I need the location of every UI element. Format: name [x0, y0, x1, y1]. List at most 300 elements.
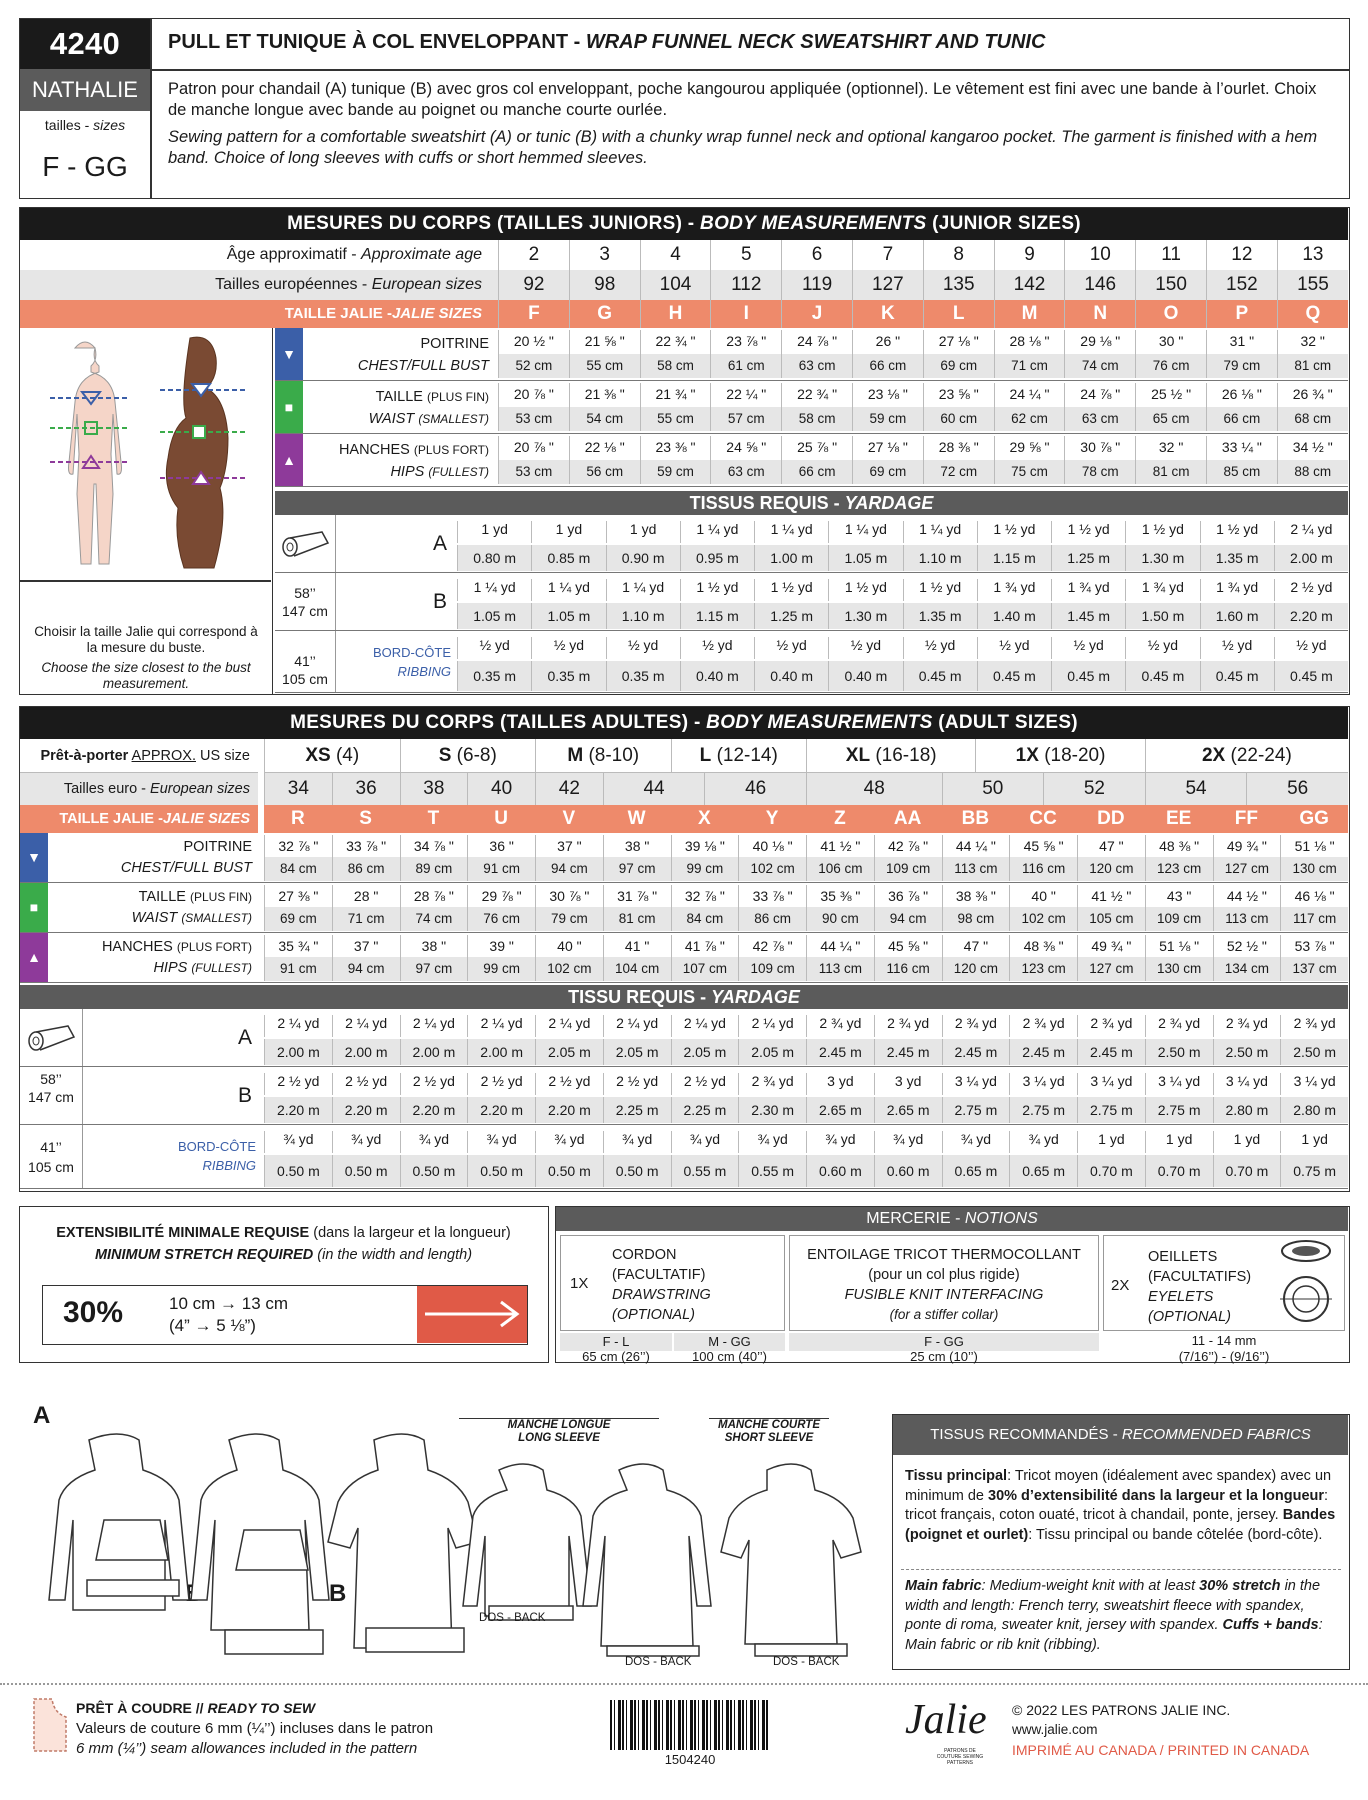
choose-size-en: Choose the size closest to the bust measurement.	[41, 660, 251, 691]
adult-R-yd: ¾ yd	[738, 1131, 806, 1153]
junior-chest-cm: 69 cm	[923, 354, 994, 378]
junior-waist-in: 24 ¼ "	[994, 383, 1065, 407]
adult-R-m: 0.70 m	[1145, 1155, 1213, 1187]
junior-chest-cm: 63 cm	[781, 354, 852, 378]
junior-R-m: 0.45 m	[1200, 661, 1274, 691]
adult-A-yd: 2 ¼ yd	[671, 1015, 739, 1037]
adult-hips-cm: 123 cm	[1009, 957, 1077, 981]
rtw-size-cell	[1145, 739, 1348, 773]
junior-A-yd: 1 yd	[457, 521, 531, 543]
adult-jalie-cell: DD	[1097, 808, 1125, 829]
rtw-size-cell	[975, 739, 1144, 773]
fabric-roll-icon	[280, 529, 330, 559]
adult-waist-cm: 86 cm	[738, 907, 806, 931]
adult-B-yd: 3 yd	[806, 1073, 874, 1095]
adult-fabric-width-105: 105 cm	[28, 1159, 74, 1175]
junior-hips-in: 23 ⅜ "	[640, 436, 711, 460]
adult-hips-cm: 97 cm	[400, 957, 468, 981]
adult-R-m: 0.50 m	[264, 1155, 332, 1187]
adult-hips-in: 39 "	[467, 935, 535, 957]
adult-waist-in: 43 "	[1145, 885, 1213, 907]
junior-waist-in: 21 ⅜ "	[569, 383, 640, 407]
adult-B-yd: 2 ½ yd	[603, 1073, 671, 1095]
junior-ages-cell: 8	[923, 240, 994, 270]
eyelet-icon	[1276, 1237, 1336, 1329]
junior-hips-cm: 81 cm	[1135, 460, 1206, 484]
barcode	[610, 1700, 770, 1750]
adult-jalie-cell: W	[627, 808, 646, 829]
view-a-label: A	[33, 1402, 51, 1429]
adult-A-m: 2.05 m	[535, 1039, 603, 1065]
rtw-size: XS	[305, 745, 331, 766]
adult-B-yd: 3 ¼ yd	[1145, 1073, 1213, 1095]
chest-label-en-main: CHEST/FULL BUST	[357, 358, 489, 374]
rtw-size: 1X	[1015, 745, 1039, 766]
junior-hips-cm: 78 cm	[1064, 460, 1135, 484]
adult-A-yd: 2 ¾ yd	[1009, 1015, 1077, 1037]
junior-hips-cm: 59 cm	[640, 460, 711, 484]
hips-label-en-sub: (FULLEST)	[428, 465, 489, 479]
junior-R-m: 0.45 m	[1274, 661, 1348, 691]
adult-jalie-cell: V	[562, 808, 576, 829]
rtw-label: Prêt-à-porter APPROX. US size	[20, 739, 258, 773]
junior-B-yd: 1 ¼ yd	[531, 579, 605, 601]
adult-chest-cm: 109 cm	[874, 857, 942, 881]
adult-B-yd: 2 ½ yd	[332, 1073, 400, 1095]
junior-A-yd: 1 ½ yd	[1125, 521, 1199, 543]
adult-hips-in: 35 ¾ "	[264, 935, 332, 957]
junior-jalie-cell: M	[994, 300, 1065, 328]
adult-A-yd: 2 ¼ yd	[332, 1015, 400, 1037]
adult-R-m: 0.55 m	[671, 1155, 739, 1187]
junior-B-yd: 1 ½ yd	[903, 579, 977, 601]
adult-waist-in: 32 ⅞ "	[671, 885, 739, 907]
notions-title: MERCERIE - NOTIONS	[556, 1207, 1348, 1231]
junior-hips-cm: 66 cm	[781, 460, 852, 484]
junior-hips-in: 33 ¼ "	[1206, 436, 1277, 460]
pattern-title: PULL ET TUNIQUE À COL ENVELOPPANT - WRAP FUNNEL NECK SWEATSHIRT AND TUNIC	[168, 31, 1046, 53]
fabrics-box	[892, 1414, 1350, 1670]
junior-title: MESURES DU CORPS (TAILLES JUNIORS) - BODY MEASUREMENTS (JUNIOR SIZES)	[20, 208, 1348, 240]
hips-label-fr-sub: (PLUS FORT)	[413, 443, 489, 457]
adult-rtw-row	[264, 739, 1348, 773]
adult-B-m: 2.65 m	[874, 1097, 942, 1123]
hips-marker-icon: ▲	[275, 434, 303, 486]
adult-B-m: 2.20 m	[264, 1097, 332, 1123]
fabric-width-105: 105 cm	[282, 671, 328, 687]
adult-R-m: 0.50 m	[535, 1155, 603, 1187]
jalie-size-label: TAILLE JALIE -JALIE SIZES	[284, 305, 482, 322]
notions-box	[555, 1206, 1350, 1363]
rtw-size-cell	[535, 739, 671, 773]
adult-waist-in: 41 ½ "	[1077, 885, 1145, 907]
junior-hips-in: 30 ⅞ "	[1064, 436, 1135, 460]
sizes-label: tailles - sizes	[44, 117, 126, 133]
adult-hips-cm: 130 cm	[1145, 957, 1213, 981]
waist-label-fr-main: TAILLE	[375, 389, 423, 405]
eyelet-qty: 2X	[1111, 1277, 1130, 1294]
adult-A-yd: 2 ¾ yd	[942, 1015, 1010, 1037]
adult-waist-in: 44 ½ "	[1213, 885, 1281, 907]
junior-jalie-cell: K	[852, 300, 923, 328]
junior-B-yd: 1 ½ yd	[754, 579, 828, 601]
junior-R-yd: ½ yd	[977, 637, 1051, 659]
waist-label-en-main: WAIST	[368, 411, 415, 427]
row-divider	[20, 1188, 1348, 1189]
adult-title: MESURES DU CORPS (TAILLES ADULTES) - BODY MEASUREMENTS (ADULT SIZES)	[20, 707, 1348, 739]
junior-R-m: 0.35 m	[457, 661, 531, 691]
junior-jalie-cell: N	[1065, 300, 1136, 328]
adult-B-yd: 3 yd	[874, 1073, 942, 1095]
junior-B-yd: 1 ½ yd	[680, 579, 754, 601]
junior-euro-cell: 152	[1206, 270, 1277, 300]
adult-jalie-cell: Y	[765, 808, 779, 829]
junior-jalie-cell: I	[711, 300, 782, 328]
adult-B-yd: 3 ¼ yd	[1213, 1073, 1281, 1095]
junior-chest-in: 26 "	[852, 330, 923, 354]
rtw-us: (16-18)	[875, 745, 937, 766]
junior-waist-in: 23 ⅝ "	[923, 383, 994, 407]
adult-hips-cm: 113 cm	[806, 957, 874, 981]
junior-waist-cm: 63 cm	[1064, 407, 1135, 431]
adult-A-m: 2.00 m	[264, 1039, 332, 1065]
adult-A-m: 2.45 m	[1077, 1039, 1145, 1065]
adult-fabric-width-41: 41’’	[40, 1139, 62, 1155]
adult-waist-in: 30 ⅞ "	[535, 885, 603, 907]
adult-hips-label-en	[50, 958, 252, 979]
junior-chest-in: 30 "	[1135, 330, 1206, 354]
adult-B-m: 2.75 m	[1009, 1097, 1077, 1123]
adult-hips-cm: 104 cm	[603, 957, 671, 981]
junior-ribbing-label	[335, 631, 457, 693]
junior-B-m: 1.50 m	[1125, 603, 1199, 629]
junior-chest-cm: 74 cm	[1064, 354, 1135, 378]
junior-chest-in: 23 ⅞ "	[710, 330, 781, 354]
junior-A-m: 0.85 m	[531, 545, 605, 571]
junior-R-m: 0.40 m	[828, 661, 902, 691]
adult-euro-cell: 52	[1043, 773, 1145, 805]
adult-B-yd: 2 ½ yd	[400, 1073, 468, 1095]
junior-waist-cm: 57 cm	[710, 407, 781, 431]
adult-chest-cm: 94 cm	[535, 857, 603, 881]
adult-waist-label-en	[50, 908, 252, 929]
adult-A-yd: 2 ¾ yd	[874, 1015, 942, 1037]
adult-jalie-cell: GG	[1299, 808, 1329, 829]
adult-B-yd: 3 ¼ yd	[1009, 1073, 1077, 1095]
adult-waist-cm: 102 cm	[1009, 907, 1077, 931]
junior-hips-in: 20 ⅞ "	[498, 436, 569, 460]
adult-A-yd: 2 ¾ yd	[806, 1015, 874, 1037]
adult-B-yd: 3 ¼ yd	[1280, 1073, 1348, 1095]
junior-B-m: 1.25 m	[754, 603, 828, 629]
adult-hips-in: 45 ⅝ "	[874, 935, 942, 957]
adult-R-yd: ¾ yd	[671, 1131, 739, 1153]
label-fr-sub: (PLUS FORT)	[176, 940, 252, 954]
interf-fgg: F - GG	[789, 1333, 1099, 1351]
adult-measurements	[20, 833, 1348, 983]
pattern-code: 4240	[20, 19, 150, 69]
adult-R-m: 0.50 m	[467, 1155, 535, 1187]
rtw-size: S	[438, 745, 452, 766]
junior-R-yd: ½ yd	[903, 637, 977, 659]
adult-B-m: 2.80 m	[1280, 1097, 1348, 1123]
junior-waist-cm: 58 cm	[781, 407, 852, 431]
junior-B-yd: 1 ¾ yd	[1051, 579, 1125, 601]
fabric-width-147: 147 cm	[282, 603, 328, 619]
waist-label	[305, 381, 495, 434]
junior-waist-cm: 68 cm	[1277, 407, 1348, 431]
rtw-size: M	[567, 745, 584, 766]
adult-fabric-width-58: 58’’	[40, 1071, 62, 1087]
junior-view-A: A	[335, 515, 457, 573]
adult-chest-cm: 102 cm	[738, 857, 806, 881]
junior-A-m: 1.10 m	[903, 545, 977, 571]
adult-hips-in: 53 ⅞ "	[1280, 935, 1348, 957]
adult-waist-in: 28 "	[332, 885, 400, 907]
adult-waist-cm: 117 cm	[1280, 907, 1348, 931]
adult-hips-in: 51 ⅛ "	[1145, 935, 1213, 957]
adult-chest-cm: 113 cm	[942, 857, 1010, 881]
adult-chest-cm: 97 cm	[603, 857, 671, 881]
website[interactable]: www.jalie.com	[1012, 1722, 1098, 1737]
adult-hips-cm: 120 cm	[942, 957, 1010, 981]
back-label-1: DOS - BACK	[479, 1612, 546, 1624]
label-en-main: WAIST	[131, 910, 178, 926]
adult-chest-cm: 86 cm	[332, 857, 400, 881]
junior-hips-cm: 75 cm	[994, 460, 1065, 484]
adult-R-yd: ¾ yd	[806, 1131, 874, 1153]
junior-euro-cell: 112	[711, 270, 782, 300]
adult-R-yd: 1 yd	[1213, 1131, 1281, 1153]
junior-A-m: 1.00 m	[754, 545, 828, 571]
junior-B-m: 2.20 m	[1274, 603, 1348, 629]
ribbing-en: RIBBING	[202, 1158, 256, 1173]
adult-chest-cm: 99 cm	[671, 857, 739, 881]
junior-ages-cell: 5	[711, 240, 782, 270]
adult-R-m: 0.65 m	[1009, 1155, 1077, 1187]
junior-chest-cm: 79 cm	[1206, 354, 1277, 378]
adult-euro-cell: 54	[1145, 773, 1247, 805]
adult-B-m: 2.20 m	[535, 1097, 603, 1123]
adult-view-B: B	[82, 1067, 264, 1125]
chest-label-fr	[305, 333, 489, 355]
interfacing-text: ENTOILAGE TRICOT THERMOCOLLANT (pour un col plus rigide) FUSIBLE KNIT INTERFACING (for a stiffer collar)	[807, 1247, 1081, 1322]
seam-fr: Valeurs de couture 6 mm (¼’’) incluses dans le patron	[76, 1720, 434, 1737]
junior-R-m: 0.40 m	[680, 661, 754, 691]
junior-chest-in: 20 ½ "	[498, 330, 569, 354]
adult-hips-cm: 102 cm	[535, 957, 603, 981]
rtw-us: (22-24)	[1230, 745, 1292, 766]
adult-waist-cm: 74 cm	[400, 907, 468, 931]
row-divider	[275, 486, 1348, 487]
junior-hips-in: 27 ⅛ "	[852, 436, 923, 460]
adult-A-m: 2.00 m	[332, 1039, 400, 1065]
adult-B-m: 2.30 m	[738, 1097, 806, 1123]
adult-jalie-cell: EE	[1165, 808, 1192, 829]
junior-waist-in: 24 ⅞ "	[1064, 383, 1135, 407]
junior-view-B: B	[335, 573, 457, 631]
junior-waist-in: 26 ¾ "	[1277, 383, 1348, 407]
adult-A-yd: 2 ¾ yd	[1077, 1015, 1145, 1037]
adult-waist-cm: 69 cm	[264, 907, 332, 931]
adult-R-yd: ¾ yd	[942, 1131, 1010, 1153]
junior-hips-cm: 72 cm	[923, 460, 994, 484]
adult-A-yd: 2 ¾ yd	[1145, 1015, 1213, 1037]
back-label-2: DOS - BACK	[625, 1656, 692, 1668]
adult-R-yd: ¾ yd	[874, 1131, 942, 1153]
stretch-cm: 10 cm → 13 cm	[169, 1294, 289, 1313]
junior-ages-cell: 9	[994, 240, 1065, 270]
pattern-piece-icon	[30, 1695, 70, 1755]
rtw-us: (12-14)	[716, 745, 778, 766]
waist-label-en-sub: (SMALLEST)	[418, 412, 489, 426]
junior-jalie-cell: F	[499, 300, 570, 328]
junior-R-m: 0.35 m	[606, 661, 680, 691]
junior-chest-cm: 55 cm	[569, 354, 640, 378]
adult-R-m: 0.75 m	[1280, 1155, 1348, 1187]
fabrics-title: TISSUS RECOMMANDÉS - RECOMMENDED FABRICS	[893, 1415, 1348, 1455]
junior-hips-in: 25 ⅞ "	[781, 436, 852, 460]
adult-chest-cm: 106 cm	[806, 857, 874, 881]
junior-waist-cm: 54 cm	[569, 407, 640, 431]
adult-hips-in: 37 "	[332, 935, 400, 957]
header	[19, 18, 1350, 199]
junior-A-m: 1.05 m	[828, 545, 902, 571]
adult-B-m: 2.65 m	[806, 1097, 874, 1123]
adult-jalie-cell: X	[698, 808, 711, 829]
junior-euro-cell: 135	[923, 270, 994, 300]
junior-waist-cm: 66 cm	[1206, 407, 1277, 431]
rtw-size-cell	[264, 739, 400, 773]
euro-label: Tailles européennes - European sizes	[215, 276, 482, 293]
adult-R-m: 0.60 m	[874, 1155, 942, 1187]
adult-hips-cm: 99 cm	[467, 957, 535, 981]
adult-euro-row	[264, 773, 1348, 805]
jalie-logo-sub: PATRONS DE COUTURE SEWING PATTERNS	[936, 1748, 984, 1766]
junior-size-grid	[498, 240, 1348, 328]
junior-A-m: 0.80 m	[457, 545, 531, 571]
junior-hips-cm: 53 cm	[498, 460, 569, 484]
adult-hips-in: 47 "	[942, 935, 1010, 957]
adult-chest-in: 38 "	[603, 835, 671, 857]
adult-jalie-label: TAILLE JALIE -JALIE SIZES	[20, 805, 258, 833]
rtw-size-cell	[806, 739, 975, 773]
adult-waist-cm: 76 cm	[467, 907, 535, 931]
junior-A-yd: 1 ½ yd	[1051, 521, 1125, 543]
rtw-size: L	[699, 745, 712, 766]
junior-chest-in: 21 ⅝ "	[569, 330, 640, 354]
junior-A-m: 1.30 m	[1125, 545, 1199, 571]
adult-jalie-cell: U	[494, 808, 508, 829]
junior-chest-cm: 58 cm	[640, 354, 711, 378]
junior-A-m: 1.15 m	[977, 545, 1051, 571]
cord-len-2: 100 cm (40’’)	[692, 1349, 767, 1364]
cord-text: CORDON (FACULTATIF) DRAWSTRING (OPTIONAL)	[612, 1247, 711, 1323]
junior-ages-cell: 6	[782, 240, 853, 270]
adult-jalie-cell: AA	[893, 808, 922, 829]
back-label-3: DOS - BACK	[773, 1656, 840, 1668]
adult-ribbing-label	[82, 1125, 264, 1189]
adult-waist-in: 38 ⅜ "	[942, 885, 1010, 907]
adult-jalie-cell: T	[427, 808, 440, 829]
junior-waist-cm: 60 cm	[923, 407, 994, 431]
adult-yardage	[20, 1009, 1348, 1191]
junior-ages-cell: 12	[1206, 240, 1277, 270]
adult-fabric-width-147: 147 cm	[28, 1089, 74, 1105]
adult-waist-in: 29 ⅞ "	[467, 885, 535, 907]
rtw-size: 2X	[1201, 745, 1226, 766]
junior-A-yd: 1 ½ yd	[977, 521, 1051, 543]
seam-en: 6 mm (¼’’) seam allowances included in the pattern	[76, 1740, 418, 1757]
body-figures	[20, 328, 273, 694]
adult-yardage-title: TISSU REQUIS - YARDAGE	[20, 985, 1348, 1009]
fabric-width-41: 41’’	[294, 653, 316, 669]
junior-R-yd: ½ yd	[828, 637, 902, 659]
adult-A-m: 2.00 m	[467, 1039, 535, 1065]
junior-R-yd: ½ yd	[1051, 637, 1125, 659]
stretch-title-fr: EXTENSIBILITÉ MINIMALE REQUISE (dans la largeur et la longueur)	[56, 1225, 511, 1241]
adult-A-m: 2.45 m	[942, 1039, 1010, 1065]
adult-B-yd: 3 ¼ yd	[942, 1073, 1010, 1095]
eyelet-text: OEILLETS (FACULTATIFS) EYELETS (OPTIONAL)	[1148, 1249, 1252, 1325]
adult-hips-in: 42 ⅞ "	[738, 935, 806, 957]
adult-chest-label	[50, 833, 258, 883]
adult-hips-label-fr	[50, 937, 252, 958]
description-fr: Patron pour chandail (A) tunique (B) avec gros col enveloppant, poche kangourou appliquée (optionnel). Le vêtement est fini avec une bande à l’ourlet. Choix de manche longue avec bande au poignet ou manche courte ourlée.	[168, 80, 1317, 119]
adult-waist-cm: 84 cm	[671, 907, 739, 931]
adult-chest-cm: 120 cm	[1077, 857, 1145, 881]
adult-waist-in: 36 ⅞ "	[874, 885, 942, 907]
junior-jalie-cell: L	[923, 300, 994, 328]
description-en: Sewing pattern for a comfortable sweatshirt (A) or tunic (B) with a chunky wrap funnel neck and optional kangaroo pocket. The garment is finished with a hem band. Choice of long sleeves with cuffs or short hemmed sleeves.	[168, 128, 1318, 167]
interf-len: 25 cm (10’’)	[910, 1349, 978, 1364]
adult-euro-cell: 48	[806, 773, 942, 805]
junior-A-yd: 1 ¼ yd	[828, 521, 902, 543]
adult-B-yd: 3 ¼ yd	[1077, 1073, 1145, 1095]
junior-jalie-cell: G	[569, 300, 640, 328]
adult-waist-cm: 81 cm	[603, 907, 671, 931]
junior-jalie-cell: Q	[1277, 300, 1348, 328]
adult-chest-in: 36 "	[467, 835, 535, 857]
body-measure-illustration	[20, 328, 270, 578]
junior-B-m: 1.30 m	[828, 603, 902, 629]
junior-row-jalie	[499, 300, 1349, 328]
adult-chest-in: 37 "	[535, 835, 603, 857]
copyright: © 2022 LES PATRONS JALIE INC.	[1012, 1702, 1231, 1718]
adult-chest-in: 48 ⅜ "	[1145, 835, 1213, 857]
adult-waist-in: 40 "	[1009, 885, 1077, 907]
waist-label-fr	[305, 386, 489, 408]
adult-R-yd: ¾ yd	[535, 1131, 603, 1153]
adult-B-m: 2.75 m	[1145, 1097, 1213, 1123]
junior-B-m: 1.40 m	[977, 603, 1051, 629]
junior-jalie-cell: J	[782, 300, 853, 328]
junior-ages-cell: 7	[852, 240, 923, 270]
pattern-name: NATHALIE	[20, 69, 150, 111]
junior-R-yd: ½ yd	[457, 637, 531, 659]
junior-euro-cell: 150	[1136, 270, 1207, 300]
stretch-arrow-bar	[417, 1286, 527, 1343]
adult-B-m: 2.25 m	[603, 1097, 671, 1123]
adult-hips-in: 41 "	[603, 935, 671, 957]
fabrics-fr: Tissu principal: Tricot moyen (idéalement avec spandex) avec un minimum de 30% d’extensibilité dans la largeur et la longueur: tricot français, coton ouaté, tricot à chandail, ponte, jersey. Bandes (poignet et ourlet): Tissu principal ou bande côtelée (bord-côte).	[905, 1468, 1336, 1543]
long-sleeve-label: MANCHE LONGUE LONG SLEEVE	[459, 1418, 659, 1445]
junior-B-m: 1.45 m	[1051, 603, 1125, 629]
junior-A-yd: 1 ½ yd	[1200, 521, 1274, 543]
adult-waist-in: 33 ⅞ "	[738, 885, 806, 907]
adult-chest-in: 49 ¾ "	[1213, 835, 1281, 857]
adult-B-yd: 2 ½ yd	[535, 1073, 603, 1095]
